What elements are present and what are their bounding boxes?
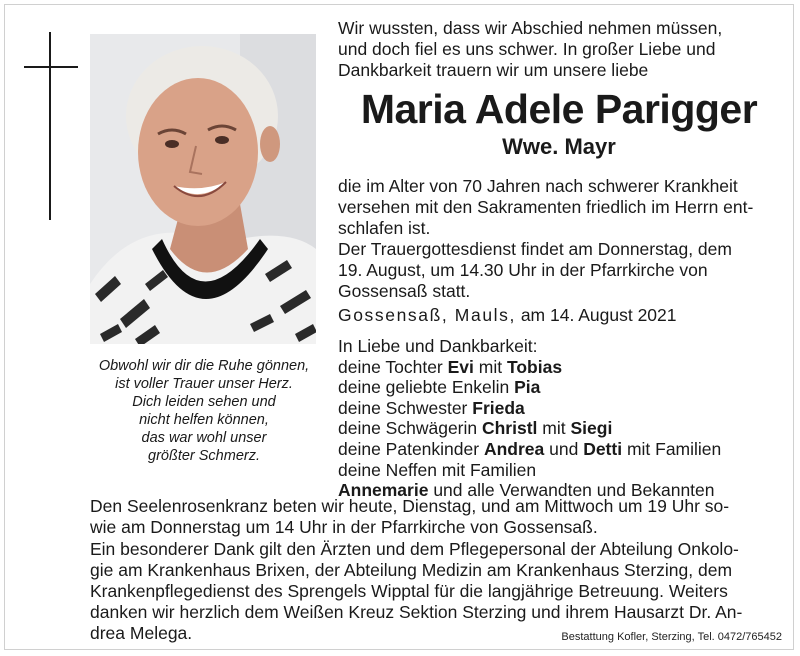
rosary-text — [90, 496, 780, 538]
portrait-photo — [90, 34, 316, 344]
death-text — [338, 176, 780, 239]
poem-line: Dich leiden sehen und — [132, 394, 276, 410]
mourner-line — [338, 418, 788, 439]
intro-line: Dankbarkeit trauern wir um unsere liebe — [338, 60, 649, 80]
mourner-text: und — [544, 438, 584, 459]
portrait-illustration — [90, 34, 316, 344]
mourner-name: Siegi — [570, 418, 613, 439]
mourner-text: deine Tochter — [338, 356, 448, 377]
rosary-line: wie am Donnerstag um 14 Uhr in der Pfarrkirche von Gossensaß. — [90, 517, 598, 537]
deceased-name: Maria Adele Parigger — [360, 86, 758, 132]
mourners-intro: In Liebe und Dankbarkeit: — [338, 336, 538, 356]
thanks-line: drea Melega. — [90, 623, 193, 643]
mourner-line — [338, 357, 788, 378]
intro-line: und doch fiel es uns schwer. In großer Liebe und — [338, 39, 716, 59]
mourner-text: mit Familien — [622, 438, 722, 459]
poem-line: größter Schmerz. — [148, 448, 260, 464]
death-line: versehen mit den Sakramenten friedlich im Herrn ent- — [338, 197, 754, 217]
date: am 14. August 2021 — [520, 305, 677, 325]
place-date — [338, 304, 780, 326]
mourner-name: Evi — [447, 356, 474, 377]
thanks-line: Ein besonderer Dank gilt den Ärzten und dem Pflegepersonal der Abteilung Onkolo- — [90, 539, 739, 559]
mourner-line — [338, 460, 788, 481]
funeral-line: 19. August, um 14.30 Uhr in der Pfarrkirche von — [338, 260, 708, 280]
intro-line: Wir wussten, dass wir Abschied nehmen müssen, — [338, 18, 723, 38]
intro-text — [338, 18, 778, 81]
poem — [86, 357, 322, 465]
mourner-text: deine Patenkinder — [338, 438, 484, 459]
death-line: schlafen ist. — [338, 218, 431, 238]
poem-line: nicht helfen können, — [139, 412, 269, 428]
thanks-line: danken wir herzlich dem Weißen Kreuz Sektion Sterzing und ihrem Hausarzt Dr. An- — [90, 602, 743, 622]
poem-line: das war wohl unser — [141, 430, 267, 446]
mourner-name: Pia — [514, 377, 541, 398]
mourner-name: Tobias — [506, 356, 563, 377]
funeral-line: Gossensaß statt. — [338, 281, 471, 301]
funeral-text — [338, 239, 780, 302]
undertaker-footer: Bestattung Kofler, Sterzing, Tel. 0472/765452 — [561, 631, 782, 643]
death-line: die im Alter von 70 Jahren nach schwerer Krankheit — [338, 176, 738, 196]
mourner-name: Andrea — [483, 438, 545, 459]
cross-icon — [49, 32, 51, 220]
mourners-list — [338, 336, 788, 501]
mourner-line — [338, 398, 788, 419]
mourner-name: Frieda — [472, 397, 525, 418]
deceased-subname: Wwe. Mayr — [502, 134, 616, 159]
mourner-text: deine Schwester — [338, 397, 473, 418]
funeral-line: Der Trauergottesdienst findet am Donnerstag, dem — [338, 239, 732, 259]
mourner-name: Annemarie — [338, 480, 429, 501]
poem-line: Obwohl wir dir die Ruhe gönnen, — [98, 358, 310, 374]
mourner-name: Detti — [583, 438, 623, 459]
mourner-text: deine Neffen mit Familien — [338, 459, 537, 480]
mourner-line — [338, 439, 788, 460]
thanks-line: gie am Krankenhaus Brixen, der Abteilung Medizin am Krankenhaus Sterzing, dem — [90, 560, 733, 580]
mourner-line — [338, 377, 788, 398]
thanks-text — [90, 539, 780, 644]
cross-icon-bar — [24, 66, 78, 68]
poem-line: ist voller Trauer unser Herz. — [115, 376, 293, 392]
mourner-text: deine Schwägerin — [338, 418, 482, 439]
rosary-line: Den Seelenrosenkranz beten wir heute, Dienstag, und am Mittwoch um 19 Uhr so- — [90, 496, 730, 516]
mourner-text: deine geliebte Enkelin — [338, 377, 515, 398]
mourner-text: mit — [473, 356, 507, 377]
mourner-text: mit — [537, 418, 571, 439]
mourner-name: Christl — [481, 418, 538, 439]
place: Gossensaß, Mauls, — [338, 305, 516, 325]
mourner-text: und alle Verwandten und Bekannten — [428, 480, 715, 501]
thanks-line: Krankenpflegedienst des Sprengels Wipptal für die langjährige Betreuung. Weiters — [90, 581, 728, 601]
